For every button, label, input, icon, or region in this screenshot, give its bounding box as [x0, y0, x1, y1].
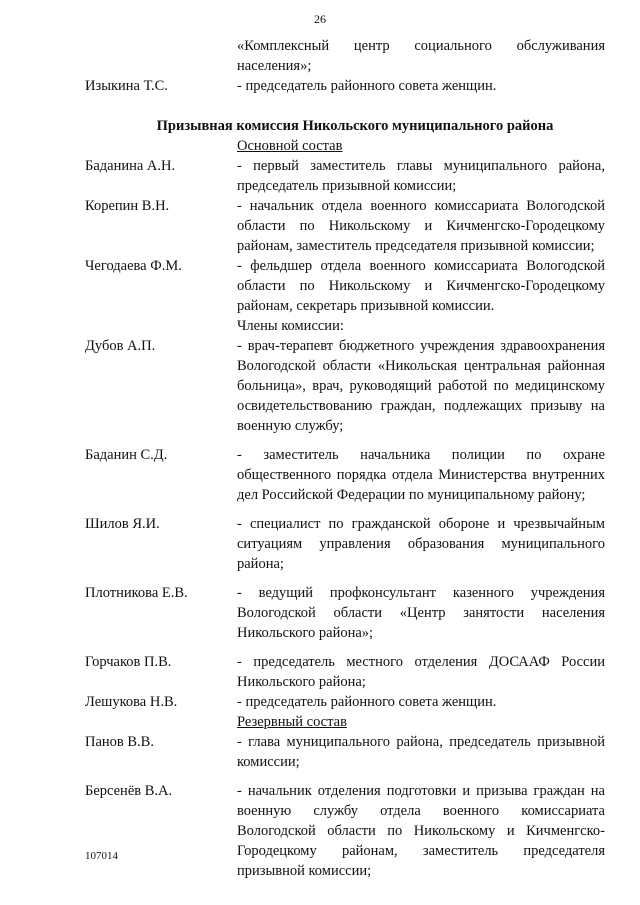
person-name: Панов В.В.	[85, 734, 154, 750]
list-item	[85, 256, 605, 316]
person-role: - специалист по гражданской обороне и чрезвычайным ситуациям управления образования муниципального района;	[237, 516, 605, 572]
person-name: Чегодаева Ф.М.	[85, 258, 182, 274]
person-name: Лешукова Н.В.	[85, 694, 178, 710]
person-name: Шилов Я.И.	[85, 516, 160, 532]
person-role: - председатель районного совета женщин.	[237, 78, 497, 94]
person-name: Корепин В.Н.	[85, 198, 170, 214]
list-item	[85, 156, 605, 196]
person-role: - первый заместитель главы муниципального района, председатель призывной комиссии;	[237, 158, 605, 194]
person-name: Баданин С.Д.	[85, 447, 168, 463]
list-item	[85, 514, 605, 574]
list-item	[85, 445, 605, 505]
person-name: Изыкина Т.С.	[85, 78, 168, 94]
section-title: Призывная комиссия Никольского муниципального района	[156, 118, 554, 134]
list-item	[85, 652, 605, 692]
person-role: - начальник отделения подготовки и призыва граждан на военную службу отдела военного комиссариата Вологодской области по Никольскому и Кичменгско-Городецкому районам, заместитель председателя призывной комиссии;	[237, 783, 605, 879]
list-item	[85, 336, 605, 436]
person-role: - ведущий профконсультант казенного учреждения Вологодской области «Центр занятости населения Никольского района»;	[237, 585, 605, 641]
person-role: - фельдшер отдела военного комиссариата Вологодской области по Никольскому и Кичменгско-Городецкому районам, секретарь призывной комиссии.	[237, 258, 605, 314]
document-body	[85, 36, 605, 881]
reserve-heading: Резервный состав	[237, 714, 347, 730]
footer-code: 107014	[85, 850, 118, 862]
intro-entry	[85, 76, 605, 96]
person-role: - начальник отдела военного комиссариата Вологодской области по Никольскому и Кичменгско-Городецкому районам, заместитель председателя призывной комиссии;	[237, 198, 605, 254]
person-name: Горчаков П.В.	[85, 654, 172, 670]
person-name: Баданина А.Н.	[85, 158, 176, 174]
person-name: Плотникова Е.В.	[85, 585, 188, 601]
page-number: 26	[314, 12, 326, 26]
person-role: - врач-терапевт бюджетного учреждения здравоохранения Вологодской области «Никольская центральная районная больница», врач, руководящий работой по медицинскому освидетельствованию граждан, подлежащих призыву на военную службу;	[237, 338, 605, 434]
list-item	[85, 692, 605, 712]
list-item	[85, 732, 605, 772]
person-role: - председатель местного отделения ДОСААФ России Никольского района;	[237, 654, 605, 690]
main-heading: Основной состав	[237, 138, 343, 154]
list-item	[85, 781, 605, 881]
person-role: - глава муниципального района, председатель призывной комиссии;	[237, 734, 605, 770]
person-name: Берсенёв В.А.	[85, 783, 173, 799]
list-item	[85, 196, 605, 256]
continuation-text: «Комплексный центр социального обслуживания населения»;	[237, 38, 605, 74]
list-item	[85, 583, 605, 643]
person-role: - заместитель начальника полиции по охране общественного порядка отдела Министерства внутренних дел Российской Федерации по муниципальному району;	[237, 447, 605, 503]
person-role: - председатель районного совета женщин.	[237, 694, 497, 710]
members-heading: Члены комиссии:	[237, 318, 344, 334]
person-name: Дубов А.П.	[85, 338, 156, 354]
